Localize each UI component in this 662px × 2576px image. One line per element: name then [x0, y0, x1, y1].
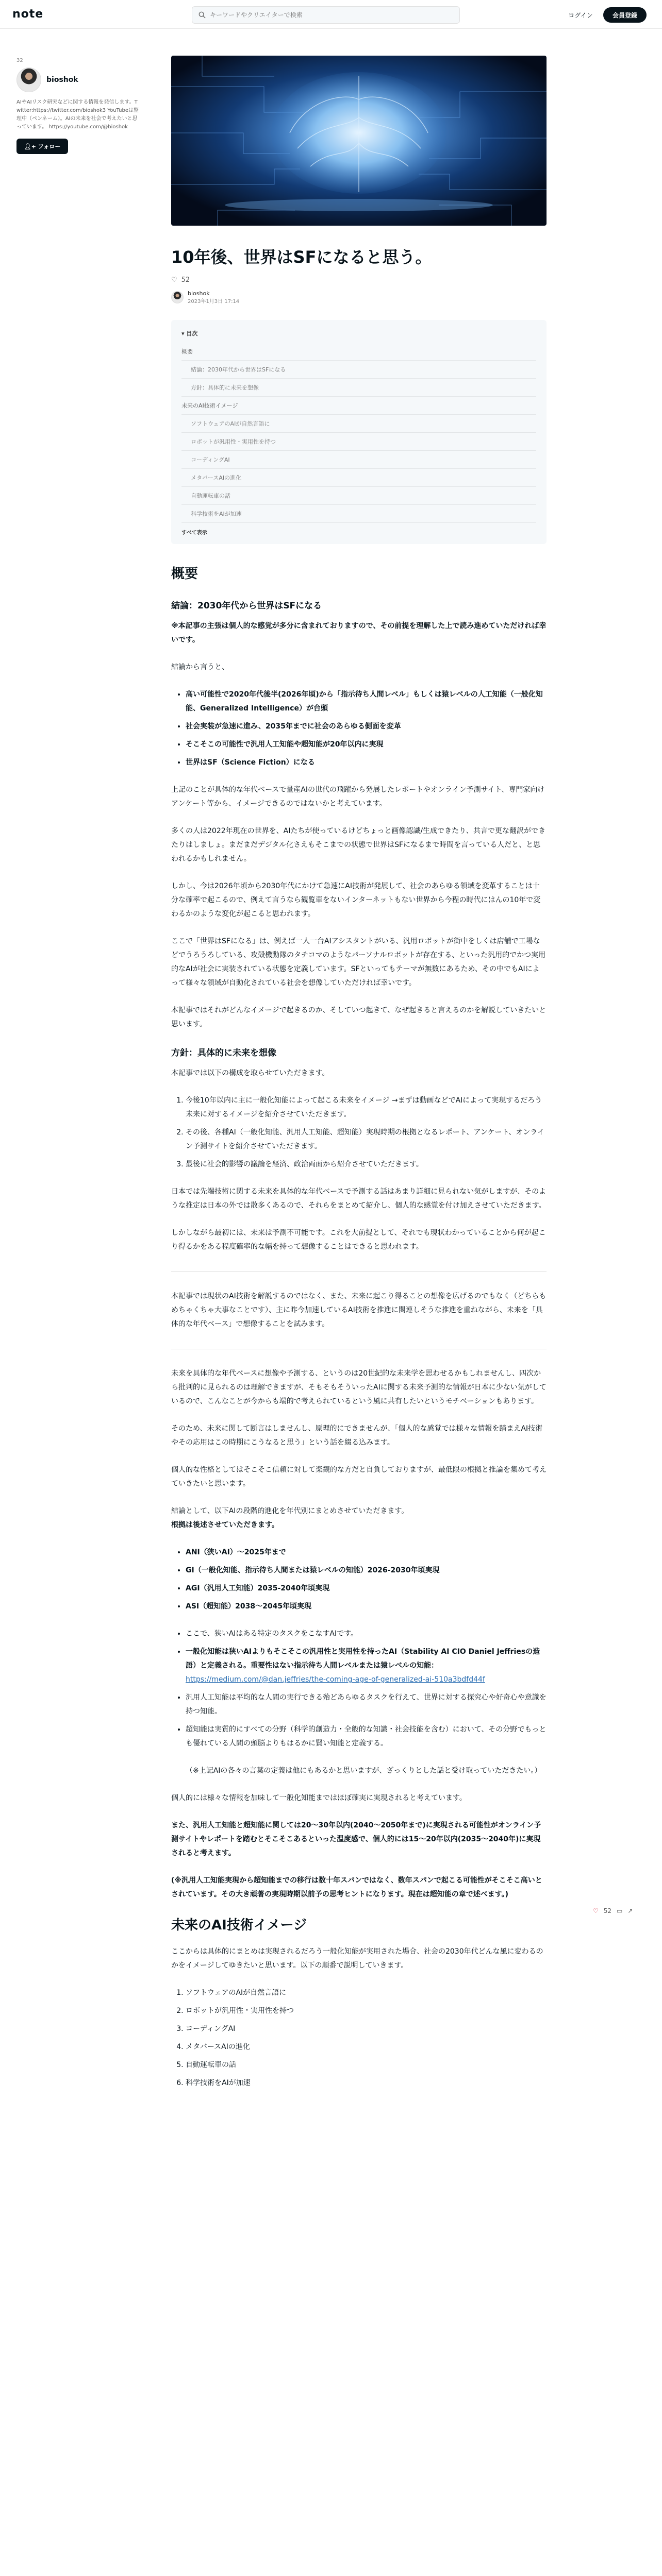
- bio-text: AIやAIリスク研究などに関する情報を発信します。Twitter:https://twitter.com/bioshok3 YouTubeは整理中（ペンネーム）。AIの未来を社会で考えたいと思っています。 https://youtube.com/@bioshok: [16, 99, 139, 130]
- paragraph: 本記事ではそれがどんなイメージで起きるのか、そしていつ起きて、なぜ起きると言えるのかを解説していきたいと思います。: [171, 1006, 547, 1028]
- bullet-list: [186, 1546, 547, 1614]
- paragraph: 本記事では以下の構成を取らせていただきます。: [171, 1069, 329, 1077]
- paragraph: 上記のことが具体的な年代ベースで量産AIの世代の飛躍から発展したレポートやオンライン予測サイト、専門家向けアンケート等から、イメージできるのではないかと考えています。: [171, 786, 545, 808]
- toc-item[interactable]: 自動運転車の話: [181, 487, 536, 505]
- avatar[interactable]: [16, 67, 41, 92]
- bullet-list: [186, 688, 547, 770]
- brain-circuit-image: [171, 56, 547, 226]
- list-item: 1. 今後10年以内に主に一般化知能によって起こる未来をイメージ →まずは動画などでAIによって実現するだろう未来に対するイメージを紹介させていただきます。: [186, 1094, 547, 1122]
- toc-item[interactable]: コーディングAI: [181, 451, 536, 469]
- author-sidebar: [16, 58, 140, 154]
- article-body: [171, 564, 547, 2090]
- list-item: 4. メタバースAIの進化: [186, 2040, 547, 2054]
- toc-item[interactable]: 方針：具体的に未来を想像: [181, 379, 536, 397]
- paragraph: そのため、未来に関して断言はしませんし、原理的にできませんが、「個人的な感覚では様々な情報を踏まえAI技術やその応用はこの時期にこうなると思う」という話を綴る込みます。: [171, 1425, 543, 1447]
- list-item: 2. ロボットが汎用性・実用性を持つ: [186, 2004, 547, 2018]
- paragraph: 本記事では現状のAI技術を解説するのではなく、また、未来に起こり得ることの想像を広げるのでもなく（どちらもめちゃくちゃ大事なことです）、主に昨今加速しているAI技術を推進に関連しそうな推進を重ねながら、未来を「具体的な年代ベース」で想像することを試みます。: [171, 1292, 547, 1328]
- article-title: 10年後、世界はSFになると思う。: [171, 247, 432, 267]
- paragraph: ここからは具体的にまとめは実現されるだろう一般化知能が実用された場合、社会の2030年代どんな風に変わるのかをイメージしてゆきたいと思います。以下の順番で説明していきます。: [171, 1947, 543, 1970]
- list-item: • 一般化知能は狭いAIよりもそこそこの汎用性と実用性を持ったAI（Stability AI CIO Daniel Jeffriesの造語）と定義される。重要性はない指示待ち人間レベルまたは猿レベルの知能： https://medium.com/@dan.jeffries/the-coming-age-of-generalized-ai-510a3bdfd44f: [186, 1645, 547, 1687]
- follow-icon: 👤︎+: [24, 143, 36, 150]
- search-box[interactable]: [192, 6, 460, 24]
- toc-item[interactable]: 未来のAI技術イメージ: [181, 397, 536, 415]
- comment-icon[interactable]: ▭: [617, 1907, 623, 1914]
- toc-item[interactable]: 概要: [181, 343, 536, 361]
- list-item: 6. 科学技術をAIが加速: [186, 2076, 547, 2090]
- toc-item[interactable]: 科学技術をAIが加速: [181, 505, 536, 523]
- paragraph: 個人的な性格としてはそこそこ信頼に対して楽観的な方だと自負しておりますが、最低限の根拠と推論を集めて考えていきたいと思います。: [171, 1466, 547, 1488]
- hero-image: [171, 56, 547, 226]
- reference-link[interactable]: https://medium.com/@dan.jeffries/the-coming-age-of-generalized-ai-510a3bdfd44f: [186, 1675, 485, 1684]
- toc-item[interactable]: 結論：2030年代から世界はSFになる: [181, 361, 536, 379]
- list-item: 1. ソフトウェアのAIが自然言語に: [186, 1986, 547, 2000]
- heart-icon[interactable]: ♡: [171, 276, 177, 284]
- paragraph: また、汎用人工知能と超知能に関しては20〜30年以内(2040〜2050年まで)に実現される可能性がオンライン予測サイトやレポートを踏むとそこそこあるといった温度感で、個人的には15〜20年以内(2035〜2040年)に実現されると考えます。: [171, 1821, 541, 1857]
- list-item: • AGI（汎用人工知能）2035-2040年頃実現: [186, 1582, 547, 1596]
- follow-label: フォロー: [38, 143, 61, 150]
- paragraph: しかし、今は2026年頃から2030年代にかけて急速にAI技術が発展して、社会のあらゆる領域を変革することは十分な確率で起こるので、例えて言うなら観覧車をないインターネットもない世界から今程の時代にはんの10年で変わるかのような変化が起こると思われます。: [171, 882, 541, 918]
- top-header: [0, 0, 662, 29]
- list-item: • 社会実装が急速に進み、2035年までに社会のあらゆる側面を変革: [186, 720, 547, 734]
- table-of-contents: [171, 320, 547, 544]
- follow-button[interactable]: [16, 139, 68, 154]
- paragraph: ここで「世界はSFになる」は、例えば一人一台AIアシスタントがいる、汎用ロボットが街中をしくは店舗で工場などでうろうろしている、攻殻機動隊のタチコマのようなパーソナルロボットが存在する、といった汎用的でかつ実用的なAIが社会に実装されている状態を定義しています。SFといってもテーマが無数にあるため、その中でもAIによって様々な領域が自動化されている社会を想像していただければ幸いです。: [171, 937, 546, 987]
- article-main: [171, 56, 547, 2104]
- list-item: 5. 自動運転車の話: [186, 2058, 547, 2072]
- floating-like-count: 52: [603, 1907, 612, 1914]
- publish-date: 2023年1月3日 17:14: [188, 299, 240, 304]
- follower-count: 32: [16, 58, 23, 63]
- subsection-heading: 方針：具体的に未来を想像: [171, 1048, 276, 1058]
- toc-show-all[interactable]: すべて表示: [181, 530, 207, 536]
- chevron-down-icon: ▾: [181, 330, 187, 337]
- bullet-list: [186, 1627, 547, 1751]
- list-item: • そこそこの可能性で汎用人工知能や超知能が20年以内に実現: [186, 738, 547, 752]
- paragraph: しかしながら最初には、未来は予測不可能です。これを大前提として、それでも現状わかっていることから何が起こり得るかをある程度確率的な幅を持って想像することはできると思われます。: [171, 1229, 546, 1251]
- paragraph: 多くの人は2022年現在の世界を、AIたちが使っているけどちょっと画像認識/生成できたり、共言で更な翻訳ができたりはしましょ。まだまだデジタル化さえもそこまでの状態で世界はSFになるまで時間を言っている人だと、と思われるかもしれません。: [171, 827, 546, 863]
- list-item: 3. コーディングAI: [186, 2022, 547, 2036]
- like-count: 52: [181, 276, 190, 284]
- signup-button[interactable]: 会員登録: [603, 7, 647, 23]
- search-input[interactable]: [210, 7, 452, 23]
- toc-item[interactable]: メタバースAIの進化: [181, 469, 536, 487]
- byline: [171, 290, 547, 304]
- paragraph: 結論から言うと、: [171, 663, 229, 671]
- toc-header[interactable]: [181, 329, 536, 337]
- toc-item[interactable]: ロボットが汎用性・実用性を持つ: [181, 433, 536, 451]
- byline-avatar[interactable]: [171, 291, 184, 303]
- paragraph: ※本記事の主張は個人的な感覚が多分に含まれておりますので、その前提を理解した上で読み進めていただければ幸いです。: [171, 622, 547, 644]
- list-item: • ANI（狭いAI）〜2025年まで: [186, 1546, 547, 1560]
- section-heading: 概要: [171, 566, 198, 582]
- likes-row: [171, 276, 547, 284]
- subsection-heading: 結論：2030年代から世界はSFになる: [171, 601, 322, 611]
- numbered-list: [186, 1094, 547, 1172]
- byline-author[interactable]: bioshok: [188, 290, 210, 297]
- floating-actions: [593, 1907, 633, 1914]
- note-paragraph: （※上記AIの各々の言葉の定義は他にもあるかと思いますが、ざっくりとした話と受け取っていただきたい。）: [186, 1767, 542, 1775]
- paragraph: 未来を具体的な年代ベースに想像や予測する、というのは20世紀的な未来学を思わせるかもしれませんし、四次から批判的に見られるのは理解できますが、そもそもそういったAIに関する未来予測的な情報が日本に少ない気がしているので、こんなことが今からも端的で考えられているという風に共有したいというモチベーションもあります。: [171, 1369, 547, 1405]
- list-item: • 汎用人工知能は平均的な人間の実行できる殆どあらゆるタスクを行えて、世界に対する探究心や好奇心や意識を持つ知能。: [186, 1691, 547, 1719]
- list-item: • 超知能は実質的にすべての分野（科学的創造力・全般的な知識・社会技能を含む）において、その分野でもっとも優れている人間の頭脳よりもはるかに賢い知能と定義する。: [186, 1723, 547, 1751]
- list-item: 2. その後、各種AI（一般化知能、汎用人工知能、超知能）実現時期の根拠となるレポート、アンケート、オンライン予測サイトを紹介させていただきます。: [186, 1126, 547, 1154]
- list-item: • ここで、狭いAIはある特定のタスクをこなすAIです。: [186, 1627, 547, 1641]
- paragraph: 結論として、以下AIの段階的進化を年代別にまとめさせていただきます。 根拠は後述させていただきます。: [171, 1507, 409, 1529]
- list-item: • ASI（超知能）2038〜2045年頃実現: [186, 1600, 547, 1614]
- toc-header-label: 目次: [186, 330, 198, 337]
- list-item: 3. 最後に社会的影響の議論を経済、政治両面から紹介させていただきます。: [186, 1158, 547, 1172]
- search-icon: [198, 11, 206, 19]
- paragraph: 日本では先端技術に関する未来を具体的な年代ベースで予測する話はあまり詳細に見られない気がしますが、そのような推定は日本の外では散多くあるので、それらをまとめて紹介し、個人的な感覚を付け加えさせていただきます。: [171, 1188, 547, 1210]
- author-bio: [16, 98, 140, 131]
- paragraph: (※汎用人工知能実現から超知能までの移行は数十年スパンではなく、数年スパンで起こる可能性がそこそこ高いとされています。その大き頑著の実現時期以前予の思考ヒントになります。現在は超知能の章で述べます。): [171, 1876, 542, 1899]
- author-row: [16, 67, 140, 92]
- section-heading: 未来のAI技術イメージ: [171, 1918, 307, 1933]
- paragraph: 個人的には様々な情報を加味して一般化知能まではほぼ確実に実現されると考えています。: [171, 1794, 467, 1802]
- login-button[interactable]: ログイン: [562, 7, 599, 23]
- list-item: • GI（一般化知能、指示待ち人間または猿レベルの知能）2026-2030年頃実現: [186, 1564, 547, 1578]
- list-item: • 高い可能性で2020年代後半(2026年頃)から「指示待ち人間レベル」もしくは猿レベルの人工知能（一般化知能、Generalized Intelligence）が台頭: [186, 688, 547, 716]
- toc-item[interactable]: ソフトウェアのAIが自然言語に: [181, 415, 536, 433]
- heart-icon[interactable]: ♡: [593, 1907, 599, 1914]
- share-icon[interactable]: ↗: [627, 1907, 633, 1914]
- list-item: • 世界はSF（Science Fiction）になる: [186, 756, 547, 770]
- note-logo[interactable]: note: [12, 8, 44, 21]
- author-name[interactable]: bioshok: [46, 76, 78, 84]
- numbered-list: [186, 1986, 547, 2090]
